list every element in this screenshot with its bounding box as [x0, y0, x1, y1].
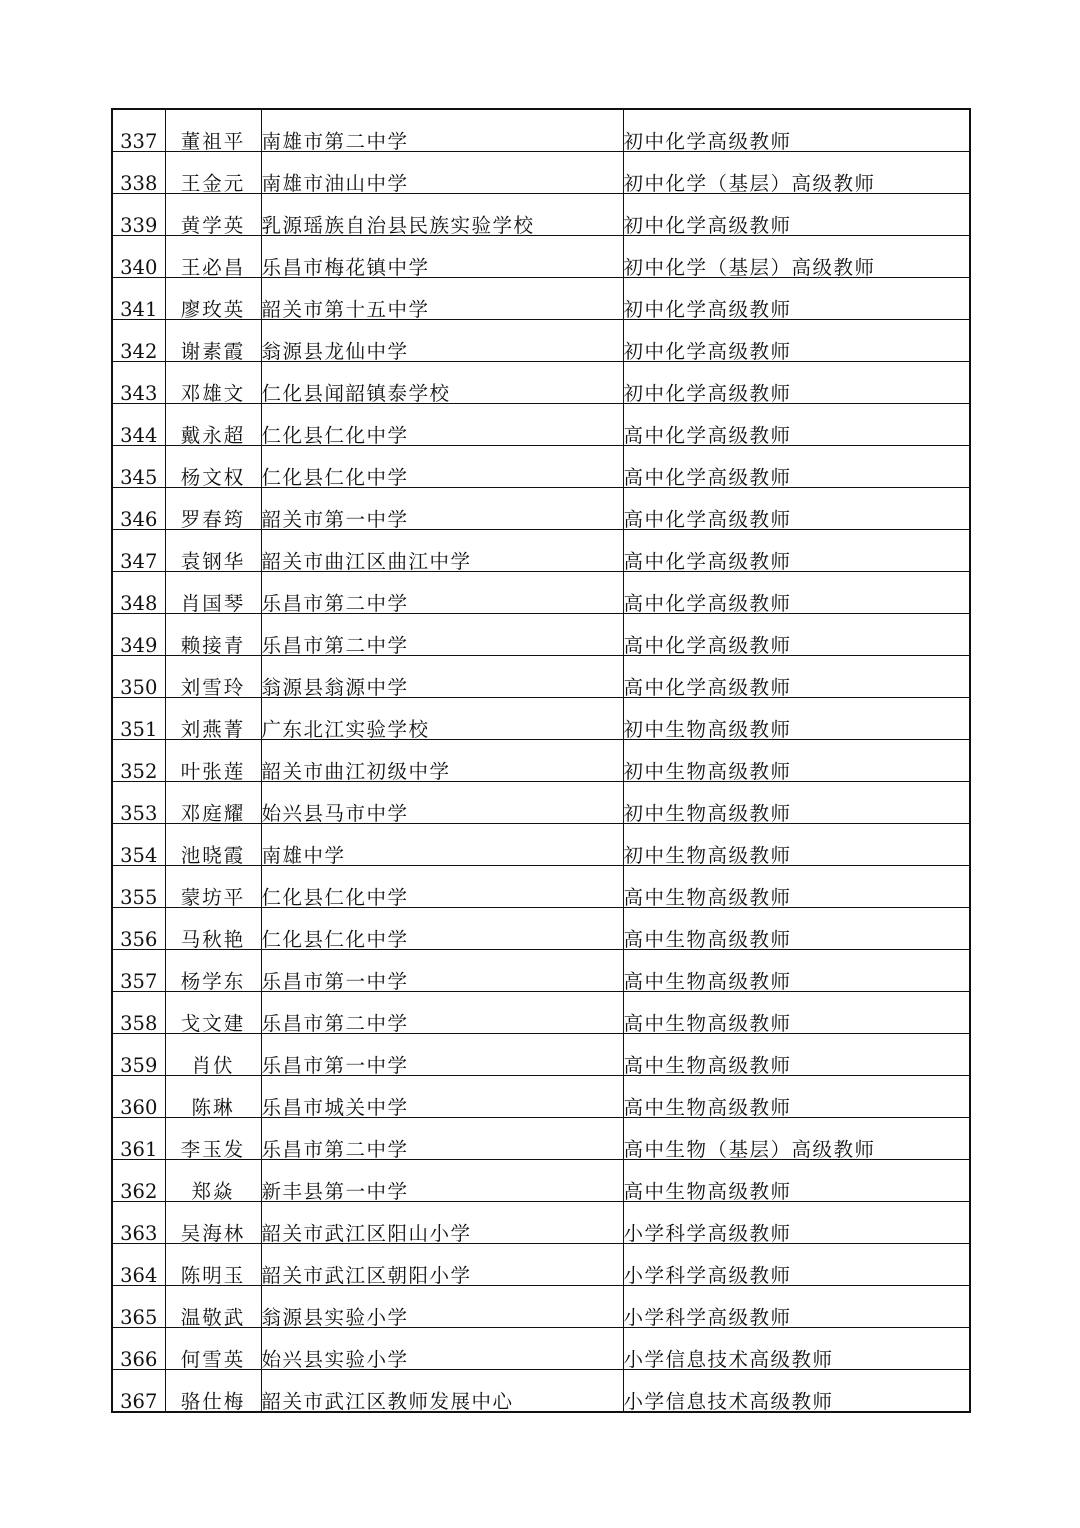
row-number-cell: 360: [112, 1076, 165, 1118]
school-name-cell: 仁化县仁化中学: [261, 866, 623, 908]
teacher-name-cell: 蒙坊平: [165, 866, 261, 908]
row-number-cell: 349: [112, 614, 165, 656]
teacher-name-cell: 谢素霞: [165, 320, 261, 362]
teacher-name-cell: 邓庭耀: [165, 782, 261, 824]
professional-title-cell: 初中生物高级教师: [623, 824, 970, 866]
professional-title-cell: 初中生物高级教师: [623, 782, 970, 824]
teacher-name-cell: 黄学英: [165, 194, 261, 236]
school-name-cell: 广东北江实验学校: [261, 698, 623, 740]
row-number-cell: 339: [112, 194, 165, 236]
school-name-cell: 乐昌市第一中学: [261, 1034, 623, 1076]
teacher-name-cell: 刘雪玲: [165, 656, 261, 698]
table-row: [112, 1328, 970, 1370]
row-number-cell: 343: [112, 362, 165, 404]
professional-title-cell: 初中化学高级教师: [623, 362, 970, 404]
table-row: [112, 1244, 970, 1286]
teacher-name-cell: 何雪英: [165, 1328, 261, 1370]
school-name-cell: 韶关市第一中学: [261, 488, 623, 530]
school-name-cell: 仁化县仁化中学: [261, 446, 623, 488]
teacher-name-cell: 董祖平: [165, 109, 261, 152]
professional-title-cell: 高中生物高级教师: [623, 1160, 970, 1202]
teacher-name-cell: 王金元: [165, 152, 261, 194]
teacher-name-cell: 王必昌: [165, 236, 261, 278]
professional-title-cell: 小学科学高级教师: [623, 1286, 970, 1328]
row-number-cell: 348: [112, 572, 165, 614]
school-name-cell: 仁化县仁化中学: [261, 404, 623, 446]
table-row: [112, 236, 970, 278]
professional-title-cell: 高中化学高级教师: [623, 488, 970, 530]
table-row: [112, 782, 970, 824]
row-number-cell: 337: [112, 109, 165, 152]
school-name-cell: 南雄中学: [261, 824, 623, 866]
row-number-cell: 361: [112, 1118, 165, 1160]
professional-title-cell: 初中生物高级教师: [623, 740, 970, 782]
row-number-cell: 346: [112, 488, 165, 530]
row-number-cell: 353: [112, 782, 165, 824]
teacher-name-cell: 戈文建: [165, 992, 261, 1034]
professional-title-cell: 高中生物高级教师: [623, 1076, 970, 1118]
teacher-name-cell: 戴永超: [165, 404, 261, 446]
table-row: [112, 992, 970, 1034]
teacher-name-cell: 郑焱: [165, 1160, 261, 1202]
row-number-cell: 358: [112, 992, 165, 1034]
table-row: [112, 908, 970, 950]
table-row: [112, 1370, 970, 1413]
professional-title-cell: 高中化学高级教师: [623, 530, 970, 572]
teacher-roster-table: [111, 108, 971, 1413]
table-row: [112, 950, 970, 992]
row-number-cell: 341: [112, 278, 165, 320]
school-name-cell: 乐昌市第二中学: [261, 614, 623, 656]
school-name-cell: 新丰县第一中学: [261, 1160, 623, 1202]
teacher-name-cell: 吴海林: [165, 1202, 261, 1244]
teacher-name-cell: 邓雄文: [165, 362, 261, 404]
table-row: [112, 320, 970, 362]
school-name-cell: 始兴县实验小学: [261, 1328, 623, 1370]
school-name-cell: 韶关市曲江区曲江中学: [261, 530, 623, 572]
row-number-cell: 367: [112, 1370, 165, 1413]
professional-title-cell: 高中生物（基层）高级教师: [623, 1118, 970, 1160]
professional-title-cell: 高中生物高级教师: [623, 908, 970, 950]
table-row: [112, 1202, 970, 1244]
teacher-name-cell: 陈明玉: [165, 1244, 261, 1286]
professional-title-cell: 初中化学高级教师: [623, 109, 970, 152]
table-row: [112, 1286, 970, 1328]
row-number-cell: 363: [112, 1202, 165, 1244]
table-row: [112, 656, 970, 698]
teacher-name-cell: 刘燕菁: [165, 698, 261, 740]
teacher-name-cell: 温敬武: [165, 1286, 261, 1328]
teacher-name-cell: 池晓霞: [165, 824, 261, 866]
professional-title-cell: 高中生物高级教师: [623, 866, 970, 908]
teacher-name-cell: 骆仕梅: [165, 1370, 261, 1413]
teacher-name-cell: 廖玫英: [165, 278, 261, 320]
professional-title-cell: 高中化学高级教师: [623, 446, 970, 488]
school-name-cell: 乐昌市梅花镇中学: [261, 236, 623, 278]
teacher-name-cell: 赖接青: [165, 614, 261, 656]
school-name-cell: 翁源县龙仙中学: [261, 320, 623, 362]
table-row: [112, 109, 970, 152]
school-name-cell: 仁化县仁化中学: [261, 908, 623, 950]
table-row: [112, 698, 970, 740]
row-number-cell: 359: [112, 1034, 165, 1076]
row-number-cell: 340: [112, 236, 165, 278]
school-name-cell: 乐昌市第二中学: [261, 1118, 623, 1160]
professional-title-cell: 初中化学高级教师: [623, 320, 970, 362]
row-number-cell: 352: [112, 740, 165, 782]
table-row: [112, 278, 970, 320]
row-number-cell: 355: [112, 866, 165, 908]
professional-title-cell: 高中生物高级教师: [623, 950, 970, 992]
professional-title-cell: 小学科学高级教师: [623, 1202, 970, 1244]
school-name-cell: 始兴县马市中学: [261, 782, 623, 824]
school-name-cell: 韶关市第十五中学: [261, 278, 623, 320]
table-row: [112, 152, 970, 194]
table-row: [112, 572, 970, 614]
teacher-name-cell: 肖伏: [165, 1034, 261, 1076]
professional-title-cell: 初中化学（基层）高级教师: [623, 236, 970, 278]
row-number-cell: 365: [112, 1286, 165, 1328]
school-name-cell: 韶关市武江区教师发展中心: [261, 1370, 623, 1413]
teacher-name-cell: 杨文权: [165, 446, 261, 488]
professional-title-cell: 高中化学高级教师: [623, 404, 970, 446]
table-row: [112, 404, 970, 446]
professional-title-cell: 初中化学高级教师: [623, 194, 970, 236]
school-name-cell: 翁源县翁源中学: [261, 656, 623, 698]
school-name-cell: 南雄市油山中学: [261, 152, 623, 194]
professional-title-cell: 初中生物高级教师: [623, 698, 970, 740]
teacher-name-cell: 杨学东: [165, 950, 261, 992]
school-name-cell: 乐昌市第二中学: [261, 572, 623, 614]
row-number-cell: 354: [112, 824, 165, 866]
professional-title-cell: 小学科学高级教师: [623, 1244, 970, 1286]
school-name-cell: 乐昌市第一中学: [261, 950, 623, 992]
table-row: [112, 446, 970, 488]
table-row: [112, 194, 970, 236]
table-row: [112, 1034, 970, 1076]
teacher-name-cell: 李玉发: [165, 1118, 261, 1160]
professional-title-cell: 高中化学高级教师: [623, 614, 970, 656]
professional-title-cell: 初中化学（基层）高级教师: [623, 152, 970, 194]
table-row: [112, 1076, 970, 1118]
professional-title-cell: 高中生物高级教师: [623, 1034, 970, 1076]
row-number-cell: 350: [112, 656, 165, 698]
school-name-cell: 韶关市武江区朝阳小学: [261, 1244, 623, 1286]
row-number-cell: 356: [112, 908, 165, 950]
teacher-name-cell: 罗春筠: [165, 488, 261, 530]
row-number-cell: 345: [112, 446, 165, 488]
table-row: [112, 488, 970, 530]
table-row: [112, 866, 970, 908]
teacher-name-cell: 肖国琴: [165, 572, 261, 614]
row-number-cell: 351: [112, 698, 165, 740]
teacher-name-cell: 陈琳: [165, 1076, 261, 1118]
professional-title-cell: 小学信息技术高级教师: [623, 1328, 970, 1370]
school-name-cell: 翁源县实验小学: [261, 1286, 623, 1328]
roster-body: [112, 109, 970, 1412]
row-number-cell: 338: [112, 152, 165, 194]
row-number-cell: 364: [112, 1244, 165, 1286]
school-name-cell: 南雄市第二中学: [261, 109, 623, 152]
table-row: [112, 362, 970, 404]
school-name-cell: 乐昌市城关中学: [261, 1076, 623, 1118]
professional-title-cell: 初中化学高级教师: [623, 278, 970, 320]
table-row: [112, 530, 970, 572]
table-row: [112, 614, 970, 656]
row-number-cell: 347: [112, 530, 165, 572]
professional-title-cell: 小学信息技术高级教师: [623, 1370, 970, 1413]
school-name-cell: 乐昌市第二中学: [261, 992, 623, 1034]
professional-title-cell: 高中化学高级教师: [623, 656, 970, 698]
school-name-cell: 仁化县闻韶镇泰学校: [261, 362, 623, 404]
teacher-name-cell: 叶张莲: [165, 740, 261, 782]
school-name-cell: 乳源瑶族自治县民族实验学校: [261, 194, 623, 236]
table-row: [112, 740, 970, 782]
row-number-cell: 366: [112, 1328, 165, 1370]
table-row: [112, 824, 970, 866]
teacher-name-cell: 袁钢华: [165, 530, 261, 572]
teacher-name-cell: 马秋艳: [165, 908, 261, 950]
row-number-cell: 344: [112, 404, 165, 446]
school-name-cell: 韶关市武江区阳山小学: [261, 1202, 623, 1244]
table-row: [112, 1160, 970, 1202]
professional-title-cell: 高中生物高级教师: [623, 992, 970, 1034]
school-name-cell: 韶关市曲江初级中学: [261, 740, 623, 782]
row-number-cell: 362: [112, 1160, 165, 1202]
professional-title-cell: 高中化学高级教师: [623, 572, 970, 614]
row-number-cell: 357: [112, 950, 165, 992]
table-row: [112, 1118, 970, 1160]
row-number-cell: 342: [112, 320, 165, 362]
